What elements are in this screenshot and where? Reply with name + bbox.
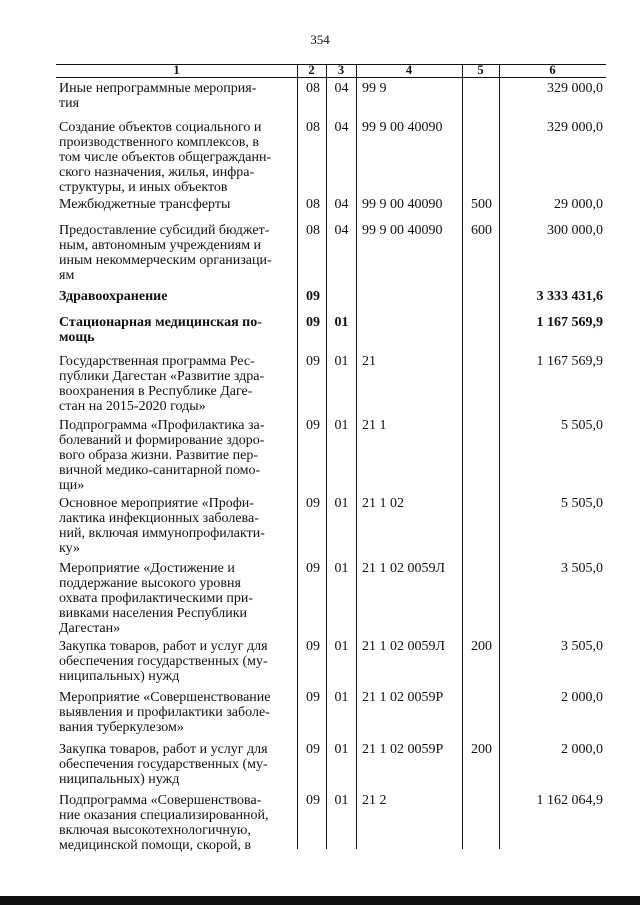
row-section: 08 <box>306 120 320 135</box>
row-amount: 3 333 431,6 <box>536 289 603 304</box>
row-name: Государственная программа Рес- публики Дагестан «Развитие здра- воохранения в Республике Даге- стан на 2015-2020 годы» <box>59 354 265 414</box>
row-subsection: 04 <box>334 223 349 238</box>
row-subsection: 04 <box>334 120 349 135</box>
row-expense-type: 200 <box>471 639 492 654</box>
row-amount: 2 000,0 <box>561 742 603 757</box>
scan-bottom-edge <box>0 896 640 905</box>
row-amount: 329 000,0 <box>547 120 603 135</box>
row-subsection: 04 <box>334 81 349 96</box>
row-subsection: 01 <box>334 315 349 330</box>
row-amount: 29 000,0 <box>554 197 603 212</box>
row-expense-type: 600 <box>471 223 492 238</box>
row-amount: 3 505,0 <box>561 561 603 576</box>
row-name: Здравоохранение <box>59 289 168 304</box>
row-amount: 300 000,0 <box>547 223 603 238</box>
row-name: Закупка товаров, работ и услуг для обеспечения государственных (му- ниципальных) нужд <box>59 639 268 684</box>
row-target-code: 99 9 00 40090 <box>362 120 443 135</box>
row-name: Подпрограмма «Профилактика за- болеваний и формирование здоро- вого образа жизни. Развитие пер- вичной медико-санитарной помо- щи» <box>59 418 265 493</box>
header-col-3: 3 <box>337 63 345 77</box>
row-amount: 5 505,0 <box>561 418 603 433</box>
row-subsection: 01 <box>334 496 349 511</box>
header-col-6: 6 <box>549 63 556 77</box>
row-subsection: 01 <box>334 690 349 705</box>
row-target-code: 99 9 00 40090 <box>362 223 443 238</box>
row-name: Иные непрограммные мероприя- тия <box>59 81 257 111</box>
col-divider-4 <box>462 64 463 849</box>
row-name: Межбюджетные трансферты <box>59 197 231 212</box>
row-section: 08 <box>306 223 320 238</box>
row-name: Основное мероприятие «Профи- лактика инфекционных заболева- ний, включая иммунопрофилакти- ку» <box>59 496 265 556</box>
header-col-4: 4 <box>405 63 413 77</box>
row-section: 09 <box>306 289 320 304</box>
row-section: 09 <box>306 354 320 369</box>
row-section: 09 <box>306 418 320 433</box>
row-target-code: 99 9 <box>362 81 387 96</box>
row-subsection: 01 <box>334 418 349 433</box>
row-name: Создание объектов социального и производственного комплексов, в том числе объектов общегражданн- ского назначения, жилья, инфра- структуры, и иных объектов <box>59 120 272 195</box>
row-target-code: 99 9 00 40090 <box>362 197 443 212</box>
row-subsection: 01 <box>334 354 349 369</box>
row-section: 09 <box>306 561 320 576</box>
row-name: Мероприятие «Совершенствование выявления и профилактики заболе- вания туберкулезом» <box>59 690 271 735</box>
row-target-code: 21 1 02 0059Р <box>362 690 444 705</box>
row-target-code: 21 1 02 <box>362 496 404 511</box>
row-target-code: 21 2 <box>362 793 387 808</box>
row-amount: 1 167 569,9 <box>536 315 603 330</box>
row-amount: 1 162 064,9 <box>536 793 603 808</box>
row-subsection: 01 <box>334 742 349 757</box>
row-amount: 5 505,0 <box>561 496 603 511</box>
header-col-5: 5 <box>477 63 484 77</box>
row-subsection: 01 <box>334 793 349 808</box>
row-target-code: 21 <box>362 354 376 369</box>
row-expense-type: 200 <box>471 742 492 757</box>
row-target-code: 21 1 02 0059Л <box>362 561 445 576</box>
row-section: 08 <box>306 81 320 96</box>
row-name: Подпрограмма «Совершенствова- ние оказания специализированной, включая высокотехнологичную, медицинской помощи, скорой, в <box>59 793 269 853</box>
row-name: Предоставление субсидий бюджет- ным, автономным учреждениям и иным некоммерческим организаци- ям <box>59 223 272 283</box>
col-divider-2 <box>326 64 327 849</box>
row-name: Мероприятие «Достижение и поддержание высокого уровня охвата профилактическими при- вивками населения Республики Дагестан» <box>59 561 254 636</box>
row-name: Стационарная медицинская по- мощь <box>59 315 262 345</box>
row-target-code: 21 1 02 0059Р <box>362 742 444 757</box>
row-target-code: 21 1 02 0059Л <box>362 639 445 654</box>
row-amount: 1 167 569,9 <box>536 354 603 369</box>
row-section: 09 <box>306 496 320 511</box>
col-divider-3 <box>356 64 357 849</box>
row-section: 09 <box>306 793 320 808</box>
col-divider-1 <box>297 64 298 849</box>
row-subsection: 01 <box>334 639 349 654</box>
page-number: 354 <box>310 32 330 47</box>
col-divider-5 <box>499 64 500 849</box>
row-name: Закупка товаров, работ и услуг для обеспечения государственных (му- ниципальных) нужд <box>59 742 268 787</box>
row-section: 09 <box>306 742 320 757</box>
row-target-code: 21 1 <box>362 418 387 433</box>
row-section: 08 <box>306 197 320 212</box>
row-section: 09 <box>306 639 320 654</box>
row-amount: 329 000,0 <box>547 81 603 96</box>
row-section: 09 <box>306 690 320 705</box>
header-bottom-border <box>56 77 606 78</box>
row-subsection: 04 <box>334 197 349 212</box>
header-col-1: 1 <box>173 63 180 77</box>
row-section: 09 <box>306 315 320 330</box>
header-col-2: 2 <box>308 63 315 77</box>
row-expense-type: 500 <box>471 197 492 212</box>
row-subsection: 01 <box>334 561 349 576</box>
row-amount: 2 000,0 <box>561 690 603 705</box>
row-amount: 3 505,0 <box>561 639 603 654</box>
